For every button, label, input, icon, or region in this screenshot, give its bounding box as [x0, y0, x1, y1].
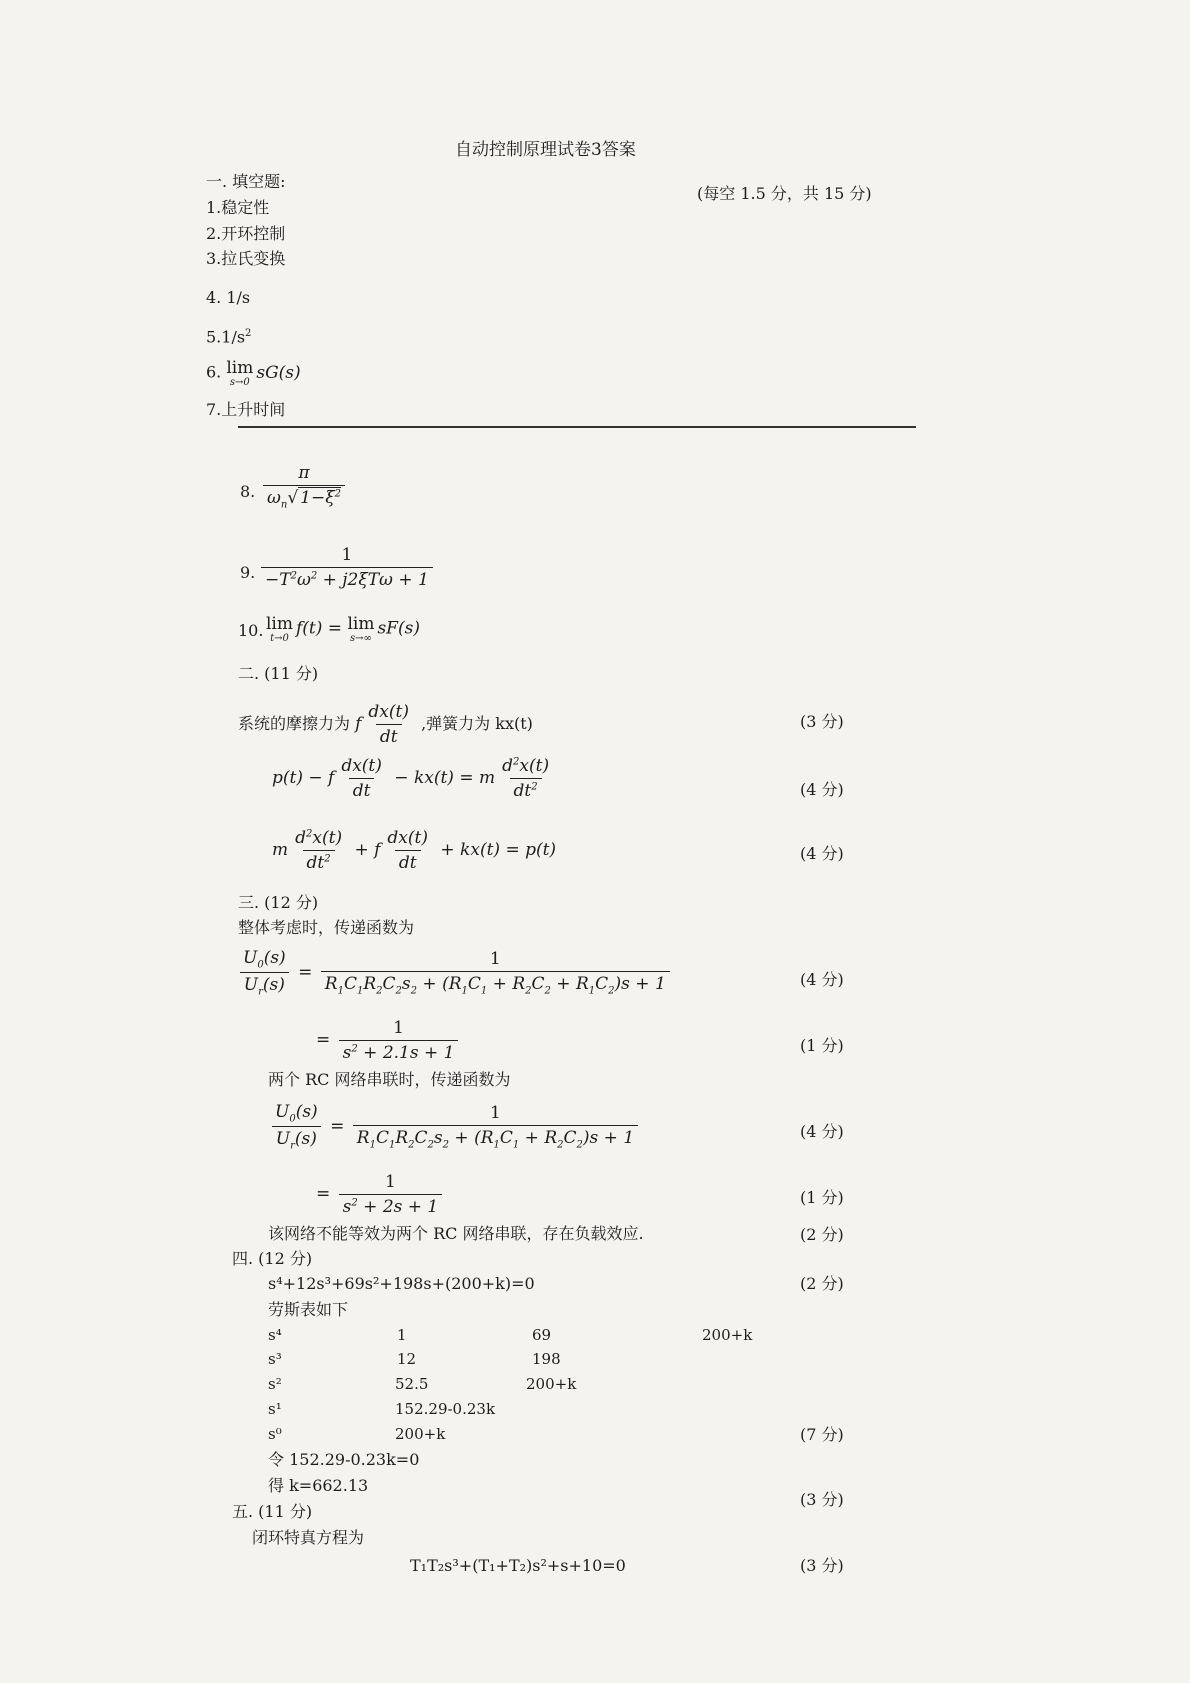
- section3-points-4: (1 分): [800, 1188, 844, 1207]
- answer-3: 3.拉氏变换: [206, 249, 286, 268]
- answer-7: 7.上升时间: [206, 400, 286, 419]
- section4-condition: 令 152.29-0.23k=0: [268, 1450, 420, 1469]
- routh-cell: 152.29-0.23k: [395, 1400, 496, 1418]
- section2-points-1: (3 分): [800, 712, 844, 731]
- answer-1: 1.稳定性: [206, 198, 270, 217]
- section2-points-2: (4 分): [800, 780, 844, 799]
- routh-cell: 200+k: [526, 1375, 577, 1393]
- routh-row-label: s¹: [268, 1400, 282, 1418]
- divider-line: [238, 426, 916, 428]
- section2-heading: 二. (11 分): [238, 664, 319, 683]
- routh-cell: 1: [397, 1326, 407, 1344]
- answer-6: 6. lim s→0 sG(s): [206, 358, 301, 388]
- answer-10-formula: lim t→0 f(t) = lim s→∞ sF(s): [266, 614, 420, 644]
- routh-row-label: s⁴: [268, 1326, 282, 1344]
- section4-routh-intro: 劳斯表如下: [268, 1300, 349, 1319]
- section4-points-3: (3 分): [800, 1490, 844, 1509]
- section4-points-1: (2 分): [800, 1274, 844, 1293]
- section3-tf-overall: $\frac{U_0(s)}{U_r(s)}$ = $\frac{1}{R_1C_1R_2C_2s_2 + (R_1C_1 + R_2C_2 + R_1C_2)s + 1}$: [236, 948, 673, 998]
- section3-points-2: (1 分): [800, 1036, 844, 1055]
- section3-points-1: (4 分): [800, 970, 844, 989]
- answer-2: 2.开环控制: [206, 224, 286, 243]
- routh-cell: 200+k: [395, 1425, 446, 1443]
- routh-cell: 52.5: [395, 1375, 429, 1393]
- section4-heading: 四. (12 分): [232, 1249, 313, 1268]
- answer-10-label: 10.: [238, 621, 264, 640]
- section2-equation-1: p(t) − f $\frac{dx(t)}{dt}$ − kx(t) = m $\frac{d^2x(t)}{dt^2}$: [272, 756, 550, 801]
- section2-friction-text: 系统的摩擦力为 f $\frac{dx(t)}{dt}$ ,弹簧力为 kx(t): [238, 702, 533, 747]
- section3-tf-overall-numeric: = $\frac{1}{s^2 + 2.1s + 1}$: [316, 1018, 461, 1063]
- routh-row-label: s³: [268, 1350, 282, 1368]
- section3-tf-series-numeric: = $\frac{1}{s^2 + 2s + 1}$: [316, 1172, 445, 1217]
- section5-points: (3 分): [800, 1556, 844, 1575]
- section3-points-5: (2 分): [800, 1225, 844, 1244]
- page-title: 自动控制原理试卷3答案: [455, 140, 636, 160]
- section2-points-3: (4 分): [800, 844, 844, 863]
- answer-8-label: 8.: [240, 482, 256, 501]
- routh-cell: 200+k: [702, 1326, 753, 1344]
- section2-equation-2: m $\frac{d^2x(t)}{dt^2}$ + f $\frac{dx(t)}{dt}$ + kx(t) = p(t): [272, 828, 557, 873]
- section5-heading: 五. (11 分): [232, 1502, 313, 1521]
- section3-tf-series: $\frac{U_0(s)}{U_r(s)}$ = $\frac{1}{R_1C_1R_2C_2s_2 + (R_1C_1 + R_2C_2)s + 1}$: [268, 1102, 641, 1152]
- answer-8-formula: $\frac{\pi}{\omega_n√ 1-\xi^2}$: [260, 463, 348, 510]
- section3-series-intro: 两个 RC 网络串联时，传递函数为: [268, 1070, 511, 1089]
- section4-points-2: (7 分): [800, 1425, 844, 1444]
- section4-char-eq: s⁴+12s³+69s²+198s+(200+k)=0: [268, 1274, 535, 1293]
- section1-heading: 一. 填空题:: [206, 172, 286, 191]
- section3-heading: 三. (12 分): [238, 893, 319, 912]
- answer-5: $5.1/s^2$: [206, 327, 252, 347]
- section3-points-3: (4 分): [800, 1122, 844, 1141]
- answer-4: 4. 1/s: [206, 288, 251, 307]
- section5-intro: 闭环特真方程为: [252, 1528, 365, 1547]
- answer-9-label: 9.: [240, 563, 256, 582]
- routh-row-label: s²: [268, 1375, 282, 1393]
- section4-result: 得 k=662.13: [268, 1476, 369, 1495]
- routh-cell: 198: [532, 1350, 561, 1368]
- section1-scoring: (每空 1.5 分，共 15 分): [697, 184, 872, 203]
- routh-cell: 12: [397, 1350, 417, 1368]
- section3-intro: 整体考虑时，传递函数为: [238, 918, 415, 937]
- answer-9-formula: $\frac{1}{-T^2\omega^2 + j2\xi T\omega + 1}$: [258, 545, 436, 590]
- section5-equation: T₁T₂s³+(T₁+T₂)s²+s+10=0: [410, 1556, 626, 1575]
- routh-cell: 69: [532, 1326, 552, 1344]
- routh-row-label: s⁰: [268, 1425, 282, 1443]
- section3-conclusion: 该网络不能等效为两个 RC 网络串联，存在负载效应.: [268, 1224, 644, 1243]
